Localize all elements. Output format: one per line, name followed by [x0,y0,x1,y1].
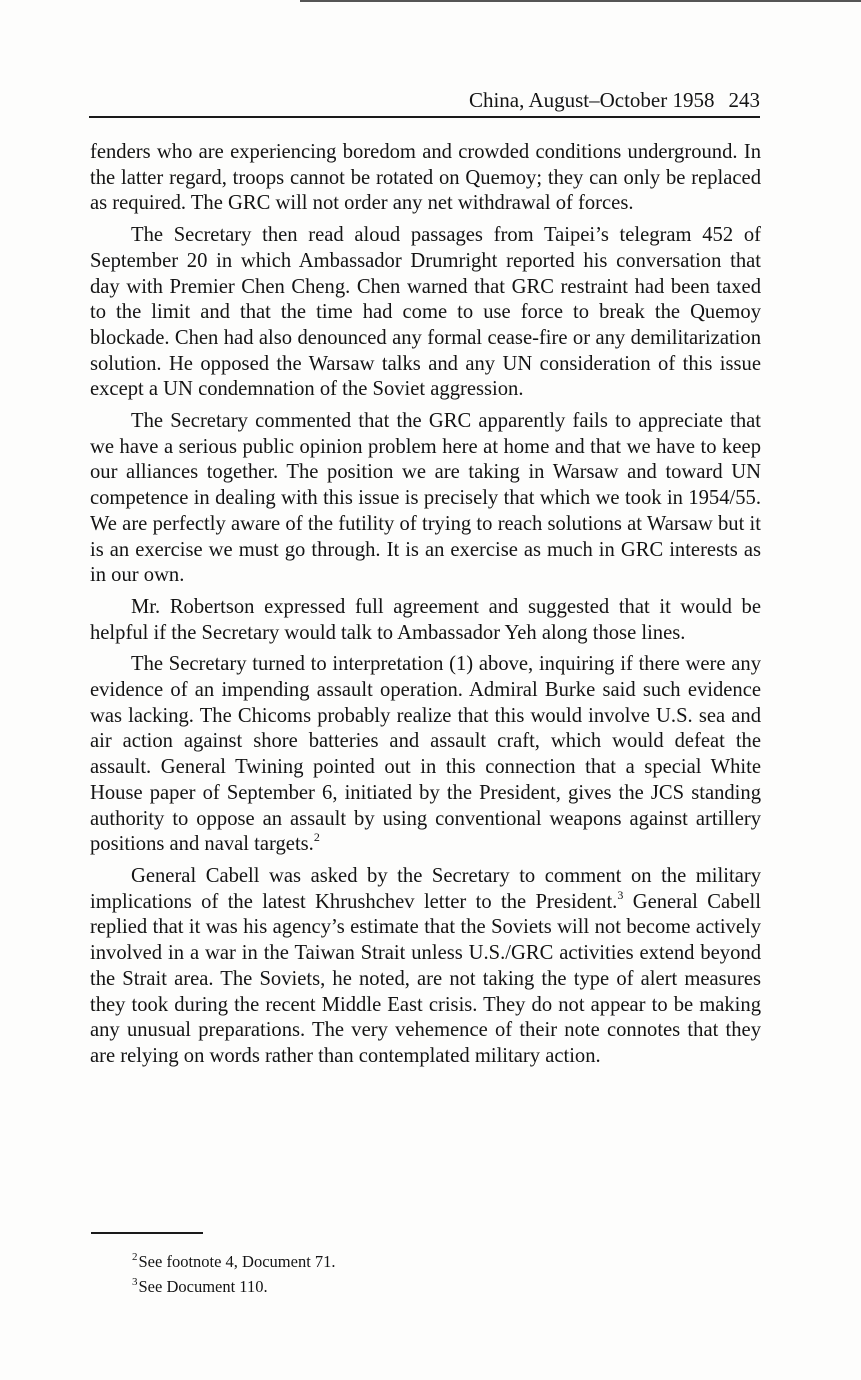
running-title: China, August–October 1958 [468,88,715,112]
footnotes [132,1249,336,1299]
footnote [132,1249,336,1274]
header-rule [89,116,760,118]
footnote-ref: 2 [313,830,320,845]
footnote-marker: 2 [132,1251,138,1263]
paragraph: General Cabell was asked by the Secretary to comment on the military implications of the latest Khrushchev letter to the President.$^3$ General Cabell replied that it was his agency’s estimate that the Soviets will not become actively involved in a war in the Taiwan Strait unless U.S./GRC activities extend beyond the Strait area. The Soviets, he noted, are not taking the type of alert measures they took during the recent Middle East crisis. They do not appear to be making any unusual preparations. The very vehemence of their note connotes that they are relying on words rather than contemplated military action. [90,864,761,1067]
paragraph: The Secretary turned to interpretation (1) above, inquiring if there were any evidence of an impending assault operation. Admiral Burke said such evidence was lacking. The Chicoms probably realize that this would involve U.S. sea and air action against shore batteries and assault craft, which would defeat the assault. General Twining pointed out in this connection that a special White House paper of September 6, initiated by the President, gives the JCS standing authority to oppose an assault by using conventional weapons against artillery positions and naval targets.$^2$ [90,653,761,856]
footnote-marker: 3 [132,1276,138,1288]
paragraph: The Secretary then read aloud passages from Taipei’s telegram 452 of September 20 in which Ambassador Drumright reported his conversation that day with Premier Chen Cheng. Chen warned that GRC restraint had been taxed to the limit and that the time had come to use force to break the Quemoy blockade. Chen had also denounced any formal cease-fire or any demilitarization solution. He opposed the Warsaw talks and any UN consideration of this issue except a UN condemnation of the Soviet aggression. [90,224,761,401]
paragraph: fenders who are experiencing boredom and crowded conditions underground. In the latter regard, troops cannot be rotated on Quemoy; they can only be replaced as required. The GRC will not order any net withdrawal of forces. [90,141,761,215]
page-number: 243 [728,88,760,112]
body-text [90,140,761,1076]
footnote-text: See Document 110. [138,1277,268,1296]
top-edge-line [300,0,861,2]
footnote [132,1274,336,1299]
paragraph: Mr. Robertson expressed full agreement and suggested that it would be helpful if the Secretary would talk to Ambassador Yeh along those lines. [90,595,761,644]
footnote-rule [91,1232,203,1234]
footnote-ref: 3 [617,887,624,902]
running-header [89,86,760,114]
footnote-text: See footnote 4, Document 71. [138,1252,336,1271]
paragraph: The Secretary commented that the GRC apparently fails to appreciate that we have a serious public opinion problem here at home and that we have to keep our alliances together. The position we are taking in Warsaw and toward UN competence in dealing with this issue is precisely that which we took in 1954/55. We are perfectly aware of the futility of trying to reach solutions at Warsaw but it is an exercise we must go through. It is an exercise as much in GRC interests as in our own. [90,410,761,587]
